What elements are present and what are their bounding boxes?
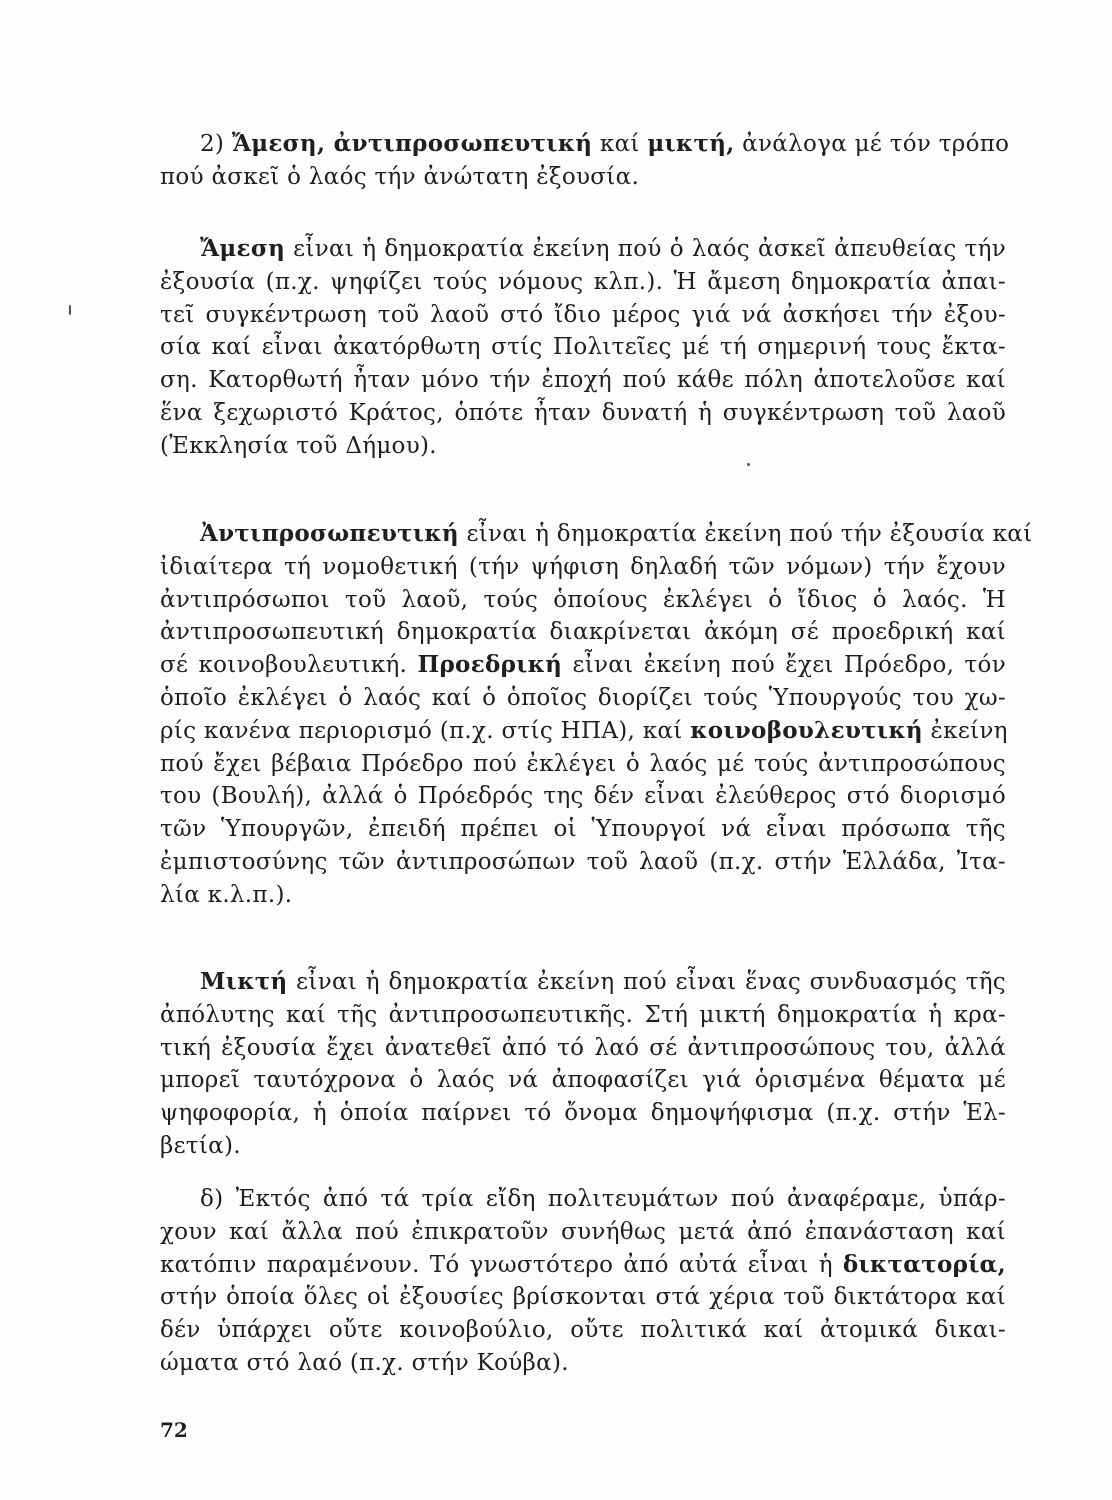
paragraph-direct-democracy	[160, 233, 1006, 463]
text-line: ἀπόλυτης καί τῆς ἀντιπροσωπευτικῆς. Στή μικτή δημοκρατία ἡ κρα-	[160, 1001, 1006, 1028]
text-line: ἀντιπρόσωποι τοῦ λαοῦ, τούς ὁποίους ἐκλέγει ὁ ἴδιος ὁ λαός. Ἡ	[160, 586, 1006, 613]
scan-speck	[69, 305, 71, 315]
text-line: δέν ὑπάρχει οὔτε κοινοβούλιο, οὔτε πολιτικά καί ἀτομικά δικαι-	[160, 1317, 1006, 1344]
paragraph-forms-overview	[160, 128, 1010, 194]
text-line: σέ κοινοβουλευτική. Προεδρική εἶναι ἐκείνη πού ἔχει Πρόεδρο, τόν	[160, 651, 1006, 679]
paragraph-representative-democracy	[160, 518, 1033, 912]
text-line: Ἀντιπροσωπευτική εἶναι ἡ δημοκρατία ἐκείνη πού τήν ἐξουσία καί	[200, 520, 1033, 547]
text-line: Ἄμεση εἶναι ἡ δημοκρατία ἐκείνη πού ὁ λαός ἀσκεῖ ἀπευθείας τήν	[200, 235, 1006, 262]
text-line: τεῖ συγκέντρωση τοῦ λαοῦ στό ἴδιο μέρος γιά νά ἀσκήσει τήν ἐξου-	[160, 301, 1006, 328]
text-line: πού ἔχει βέβαια Πρόεδρο πού ἐκλέγει ὁ λαός μέ τούς ἀντιπροσώπους	[160, 750, 1006, 777]
text-line: ρίς κανένα περιορισμό (π.χ. στίς ΗΠΑ), καί κοινοβουλευτική ἐκείνη	[160, 716, 1008, 744]
text-line: στήν ὁποία ὅλες οἱ ἐξουσίες βρίσκονται στά χέρια τοῦ δικτάτορα καί	[160, 1284, 1006, 1311]
text-line: βετία).	[160, 1132, 241, 1159]
text-line: τική ἐξουσία ἔχει ἀνατεθεῖ ἀπό τό λαό σέ ἀντιπροσώπους του, ἀλλά	[160, 1034, 1006, 1061]
text-line: κατόπιν παραμένουν. Τό γνωστότερο ἀπό αὐτά εἶναι ἡ δικτατορία,	[160, 1250, 1006, 1278]
text-line: (Ἐκκλησία τοῦ Δήμου).	[160, 432, 437, 459]
paragraph-dictatorship	[160, 1183, 1006, 1380]
text-line: ώματα στό λαό (π.χ. στήν Κούβα).	[160, 1349, 569, 1376]
text-line: ἐξουσία (π.χ. ψηφίζει τούς νόμους κλπ.). Ἡ ἄμεση δημοκρατία ἀπαι-	[160, 268, 1006, 295]
text-line: ἀντιπροσωπευτική δημοκρατία διακρίνεται ἀκόμη σέ προεδρική καί	[160, 619, 1006, 646]
text-line: δ) Ἐκτός ἀπό τά τρία εἴδη πολιτευμάτων πού ἀναφέραμε, ὑπάρ-	[200, 1186, 1006, 1212]
text-line: του (Βουλή), ἀλλά ὁ Πρόεδρός της δέν εἶναι ἐλεύθερος στό διορισμό	[160, 783, 1006, 810]
text-line: ἐμπιστοσύνης τῶν ἀντιπροσώπων τοῦ λαοῦ (π.χ. στήν Ἑλλάδα, Ἰτα-	[160, 848, 1006, 875]
text-line: χουν καί ἄλλα πού ἐπικρατοῦν συνήθως μετά ἀπό ἐπανάσταση καί	[160, 1218, 1006, 1245]
scan-speck	[747, 463, 750, 466]
text-line: ση. Κατορθωτή ἦταν μόνο τήν ἐποχή πού κάθε πόλη ἀποτελοῦσε καί	[160, 367, 1006, 394]
text-line: ὁποῖο ἐκλέγει ὁ λαός καί ὁ ὁποῖος διορίζει τούς Ὑπουργούς του χω-	[160, 684, 1006, 711]
paragraph-mixed-democracy	[160, 966, 1006, 1163]
text-line: λία κ.λ.π.).	[160, 881, 293, 908]
page-number: 72	[160, 1418, 188, 1442]
text-line: μπορεῖ ταυτόχρονα ὁ λαός νά ἀποφασίζει γιά ὁρισμένα θέματα μέ	[160, 1067, 1006, 1094]
text-line: τῶν Ὑπουργῶν, ἐπειδή πρέπει οἱ Ὑπουργοί νά εἶναι πρόσωπα τῆς	[160, 816, 1006, 843]
text-line: ἕνα ξεχωριστό Κράτος, ὁπότε ἦταν δυνατή ἡ συγκέντρωση τοῦ λαοῦ	[160, 399, 1006, 426]
text-line: ἰδιαίτερα τή νομοθετική (τήν ψήφιση δηλαδή τῶν νόμων) τήν ἔχουν	[160, 553, 1006, 580]
text-line: Μικτή εἶναι ἡ δημοκρατία ἐκείνη πού εἶναι ἕνας συνδυασμός τῆς	[200, 968, 1006, 995]
text-line: σία καί εἶναι ἀκατόρθωτη στίς Πολιτεῖες μέ τή σημερινή τους ἔκτα-	[160, 334, 1006, 361]
text-line: πού ἀσκεῖ ὁ λαός τήν ἀνώτατη ἐξουσία.	[160, 163, 640, 190]
text-line: ψηφοφορία, ἡ ὁποία παίρνει τό ὄνομα δημοψήφισμα (π.χ. στήν Ἑλ-	[160, 1100, 1006, 1127]
text-line: 2) Ἄμεση, ἀντιπροσωπευτική καί μικτή, ἀνάλογα μέ τόν τρόπο	[200, 130, 1010, 157]
